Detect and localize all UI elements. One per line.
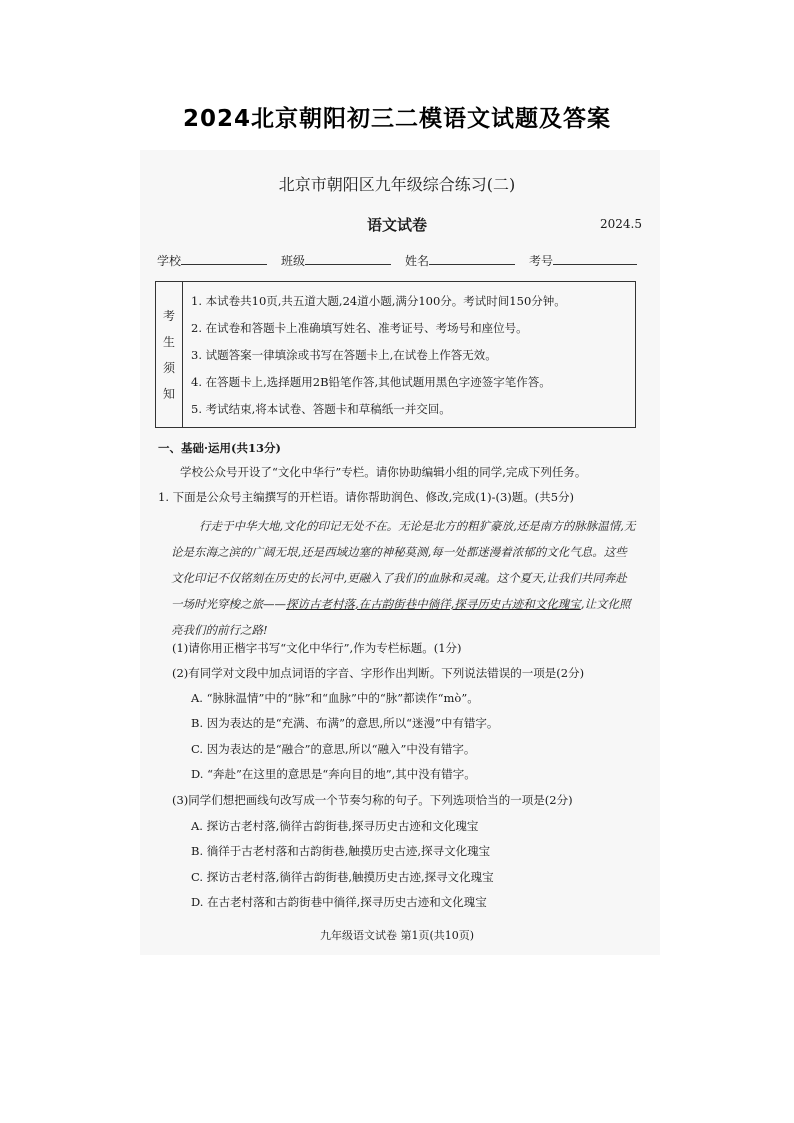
notice-item: 5. 考试结束,将本试卷、答题卡和草稿纸一并交回。 (191, 402, 451, 416)
notice-item: 4. 在答题卡上,选择题用2B铅笔作答,其他试题用黑色字迹签字笔作答。 (191, 375, 551, 389)
sub-question-3: (3)同学们想把画线句改写成一个节奏匀称的句子。下列选项恰当的一项是(2分) (172, 793, 573, 807)
intro-text: 学校公众号开设了“文化中华行”专栏。请你协助编辑小组的同学,完成下列任务。 (180, 465, 587, 479)
question-1: 1. 下面是公众号主编撰写的开栏语。请你帮助润色、修改,完成(1)-(3)题。(共5分) (158, 490, 575, 504)
paper-title: 语文试卷 (366, 216, 427, 234)
paper-date: 2024.5 (600, 217, 642, 231)
exam-no-label: 考号 (529, 254, 554, 268)
sub-question-1: (1)请你用正楷字书写“文化中华行”,作为专栏标题。(1分) (172, 641, 462, 655)
school-label: 学校 (157, 254, 182, 268)
option-a: A. 探访古老村落,徜徉古韵街巷,探寻历史古迹和文化瑰宝 (191, 819, 479, 833)
notice-label-char: 须 (162, 360, 175, 375)
sub-question-2: (2)有同学对文段中加点词语的字音、字形作出判断。下列说法错误的一项是(2分) (172, 666, 585, 680)
passage (171, 513, 637, 643)
notice-label-char: 考 (162, 308, 175, 323)
candidate-notice-box (155, 281, 636, 428)
option-c: C. 因为表达的是“融合”的意思,所以“融入”中没有错字。 (191, 742, 476, 756)
school-blank (181, 252, 267, 265)
notice-label-char: 知 (162, 386, 175, 401)
option-a: A. “脉脉温情”中的“脉”和“血脉”中的“脉”都读作“mò”。 (191, 691, 479, 705)
passage-text-end: ,让文化照亮我们的前行之路! (171, 597, 631, 637)
name-label: 姓名 (405, 254, 430, 268)
section-heading: 一、基础·运用(共13分) (158, 441, 281, 455)
notice-item: 3. 试题答案一律填涂或书写在答题卡上,在试卷上作答无效。 (191, 348, 497, 362)
underlined-sentence: 探访古老村落,在古韵街巷中徜徉,探寻历史古迹和文化瑰宝 (286, 597, 581, 611)
option-b: B. 因为表达的是“充满、布满”的意思,所以“迷漫”中有错字。 (191, 716, 499, 730)
student-info-row (157, 252, 637, 269)
exam-no-blank (553, 252, 637, 265)
notice-item: 1. 本试卷共10页,共五道大题,24道小题,满分100分。考试时间150分钟。 (191, 294, 566, 308)
passage-text: 行走于中华大地,文化的印记无处不在。无论是北方的粗犷豪放,还是南方的脉脉温情,无论是东海之滨的广阔无垠,还是西域边塞的神秘莫测,每一处都迷漫着浓郁的文化气息。这些文化印记不仅铭刻在历史的长河中,更融入了我们的血脉和灵魂。这个夏天,让我们共同奔赴一场时光穿梭之旅—— (171, 519, 636, 611)
notice-item: 2. 在试卷和答题卡上准确填写姓名、准考证号、考场号和座位号。 (191, 321, 528, 335)
notice-label (156, 282, 183, 427)
notice-items (183, 282, 566, 427)
document-title: 2024北京朝阳初三二模语文试题及答案 (182, 106, 611, 132)
page-footer: 九年级语文试卷 第1页(共10页) (319, 929, 475, 942)
name-blank (429, 252, 515, 265)
notice-label-char: 生 (162, 334, 175, 349)
class-label: 班级 (281, 254, 306, 268)
class-blank (305, 252, 391, 265)
passage-paragraph (171, 513, 637, 643)
option-d: D. 在古老村落和古韵街巷中徜徉,探寻历史古迹和文化瑰宝 (191, 895, 487, 909)
exam-header: 北京市朝阳区九年级综合练习(二) (278, 175, 516, 194)
option-c: C. 探访古老村落,徜徉古韵街巷,触摸历史古迹,探寻文化瑰宝 (191, 870, 494, 884)
option-b: B. 徜徉于古老村落和古韵街巷,触摸历史古迹,探寻文化瑰宝 (191, 844, 491, 858)
option-d: D. “奔赴”在这里的意思是“奔向目的地”,其中没有错字。 (191, 767, 476, 781)
